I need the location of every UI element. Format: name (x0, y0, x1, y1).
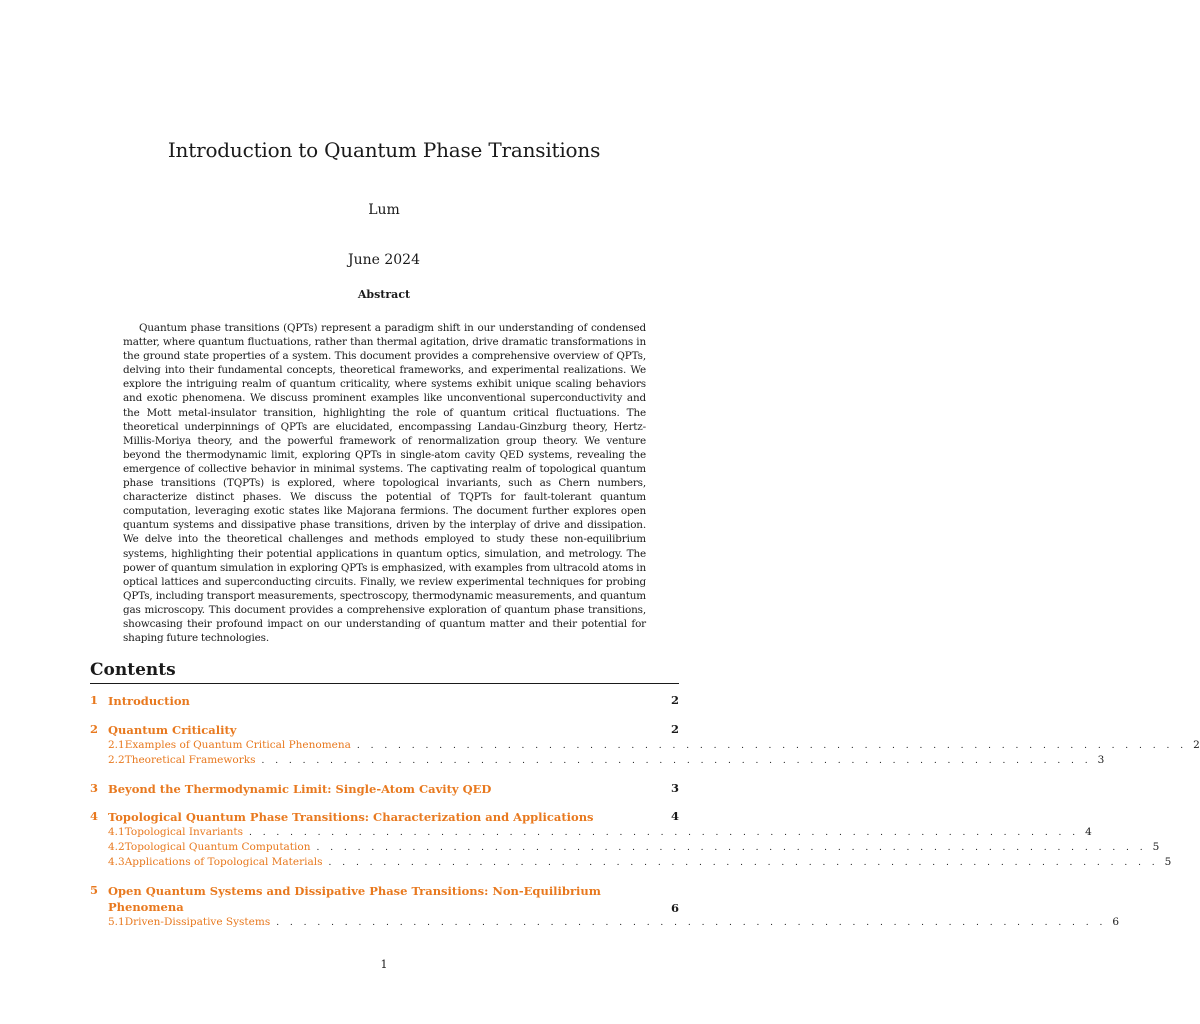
toc-page-number: 3 (670, 781, 679, 795)
toc-section-number: 5 (90, 883, 99, 897)
toc-section-introduction[interactable] (90, 693, 679, 709)
toc-page-number: 5 (1152, 841, 1160, 853)
toc-section-link[interactable]: Open Quantum Systems and Dissipative Phase Transitions: Non-Equilibrium Phenomena (108, 884, 601, 914)
document-date: June 2024 (347, 252, 420, 268)
toc-subsection-link[interactable]: Topological Invariants (124, 826, 243, 838)
toc-section-link[interactable]: Beyond the Thermodynamic Limit: Single-Atom Cavity QED (108, 782, 492, 796)
toc-section-link[interactable]: Quantum Criticality (108, 723, 237, 737)
document-title: Introduction to Quantum Phase Transitions (167, 138, 601, 162)
toc-subsection-number: 2.1 (108, 739, 125, 751)
toc-page-number: 3 (1097, 754, 1105, 766)
toc-subsection-number: 4.1 (108, 826, 125, 838)
page-number: 1 (380, 958, 388, 971)
toc-page-number: 4 (670, 809, 679, 823)
toc-subsection-link[interactable]: Topological Quantum Computation (124, 841, 311, 853)
contents-divider (90, 683, 679, 684)
toc-subsection-number: 2.2 (108, 754, 125, 766)
abstract-heading: Abstract (357, 288, 411, 301)
toc-leader-dots: . . . . . . . . . . . . . . . . . . . . . . . . . . . . . . . . . . . . . . . . . . . . . . . . . . . . . . . . . . . . . (356, 741, 1188, 751)
toc-subsection-number: 5.1 (108, 916, 125, 928)
toc-subsection-driven-dissipative[interactable] (90, 915, 1120, 930)
toc-page-number: 5 (1164, 856, 1172, 868)
abstract-text: Quantum phase transitions (QPTs) represent a paradigm shift in our understanding of condensed matter, where quantum fluctuations, rather than thermal agitation, drive dramatic transformations in the ground state properties of a system. This document provides a comprehensive overview of QPTs, delving into their fundamental concepts, theoretical frameworks, and experimental realizations. We explore the intriguing realm of quantum criticality, where systems exhibit unique scaling behaviors and exotic phenomena. We discuss prominent examples like unconventional superconductivity and the Mott metal-insulator transition, highlighting the role of quantum critical fluctuations. The theoretical underpinnings of QPTs are elucidated, encompassing Landau-Ginzburg theory, Hertz-Millis-Moriya theory, and the powerful framework of renormalization group theory. We venture beyond the thermodynamic limit, exploring QPTs in single-atom cavity QED systems, revealing the emergence of collective behavior in minimal systems. The captivating realm of topological quantum phase transitions (TQPTs) is explored, where topological invariants, such as Chern numbers, characterize distinct phases. We discuss the potential of TQPTs for fault-tolerant quantum computation, leveraging exotic states like Majorana fermions. The document further explores open quantum systems and dissipative phase transitions, driven by the interplay of drive and dissipation. We delve into the theoretical challenges and methods employed to study these non-equilibrium systems, highlighting their potential applications in quantum optics, simulation, and metrology. The power of quantum simulation in exploring QPTs is emphasized, with examples from ultracold atoms in optical lattices and superconducting circuits. Finally, we review experimental techniques for probing QPTs, including transport measurements, spectroscopy, thermodynamic measurements, and quantum gas microscopy. This document provides a comprehensive exploration of quantum phase transitions, showcasing their profound impact on our understanding of quantum matter and their potential for shaping future technologies. (123, 322, 646, 645)
toc-leader-dots: . . . . . . . . . . . . . . . . . . . . . . . . . . . . . . . . . . . . . . . . . . . . . . . . . . . . . . . . . . . . . (261, 756, 1092, 766)
toc-subsection-computation[interactable] (90, 840, 1160, 855)
toc-leader-dots: . . . . . . . . . . . . . . . . . . . . . . . . . . . . . . . . . . . . . . . . . . . . . . . . . . . . . . . . . . . . . (276, 918, 1107, 928)
toc-section-number: 1 (90, 693, 99, 707)
document-author: Lum (368, 202, 400, 218)
toc-leader-dots: . . . . . . . . . . . . . . . . . . . . . . . . . . . . . . . . . . . . . . . . . . . . . . . . . . . . . . . . . . . . . (328, 858, 1159, 868)
toc-subsection-number: 4.3 (108, 856, 125, 868)
toc-leader-dots: . . . . . . . . . . . . . . . . . . . . . . . . . . . . . . . . . . . . . . . . . . . . . . . . . . . . . . . . . . . . . (248, 828, 1080, 838)
toc-subsection-link[interactable]: Theoretical Frameworks (124, 754, 256, 766)
toc-subsection-frameworks[interactable] (90, 753, 1105, 768)
toc-section-link[interactable]: Introduction (108, 694, 190, 708)
toc-section-quantum-criticality[interactable] (90, 722, 1200, 768)
toc-page-number: 4 (1085, 826, 1092, 838)
toc-page-number: 6 (1112, 916, 1120, 928)
toc-subsection-number: 4.2 (108, 841, 125, 853)
toc-leader-dots: . . . . . . . . . . . . . . . . . . . . . . . . . . . . . . . . . . . . . . . . . . . . . . . . . . . . . . . . . . . . . (316, 843, 1147, 853)
toc-page-number: 2 (670, 722, 679, 736)
toc-section-number: 3 (90, 781, 99, 795)
toc-section-number: 4 (90, 809, 99, 823)
toc-subsection-invariants[interactable] (90, 825, 1092, 840)
toc-subsection-link[interactable]: Examples of Quantum Critical Phenomena (124, 739, 351, 751)
toc-subsection-link[interactable]: Applications of Topological Materials (124, 856, 323, 868)
toc-subsection-link[interactable]: Driven-Dissipative Systems (124, 916, 271, 928)
toc-section-number: 2 (90, 722, 99, 736)
toc-page-number: 2 (1193, 739, 1200, 751)
toc-subsection-applications[interactable] (90, 855, 1172, 870)
toc-section-cavity-qed[interactable] (90, 781, 679, 797)
contents-heading: Contents (90, 660, 176, 680)
toc-section-link[interactable]: Topological Quantum Phase Transitions: Characterization and Applications (108, 810, 594, 824)
toc-section-topological[interactable] (90, 809, 1172, 870)
toc-subsection-examples[interactable] (90, 738, 1200, 753)
toc-section-open-quantum-systems[interactable] (90, 883, 1120, 930)
toc-page-number: 6 (670, 901, 679, 915)
toc-page-number: 2 (670, 693, 679, 707)
